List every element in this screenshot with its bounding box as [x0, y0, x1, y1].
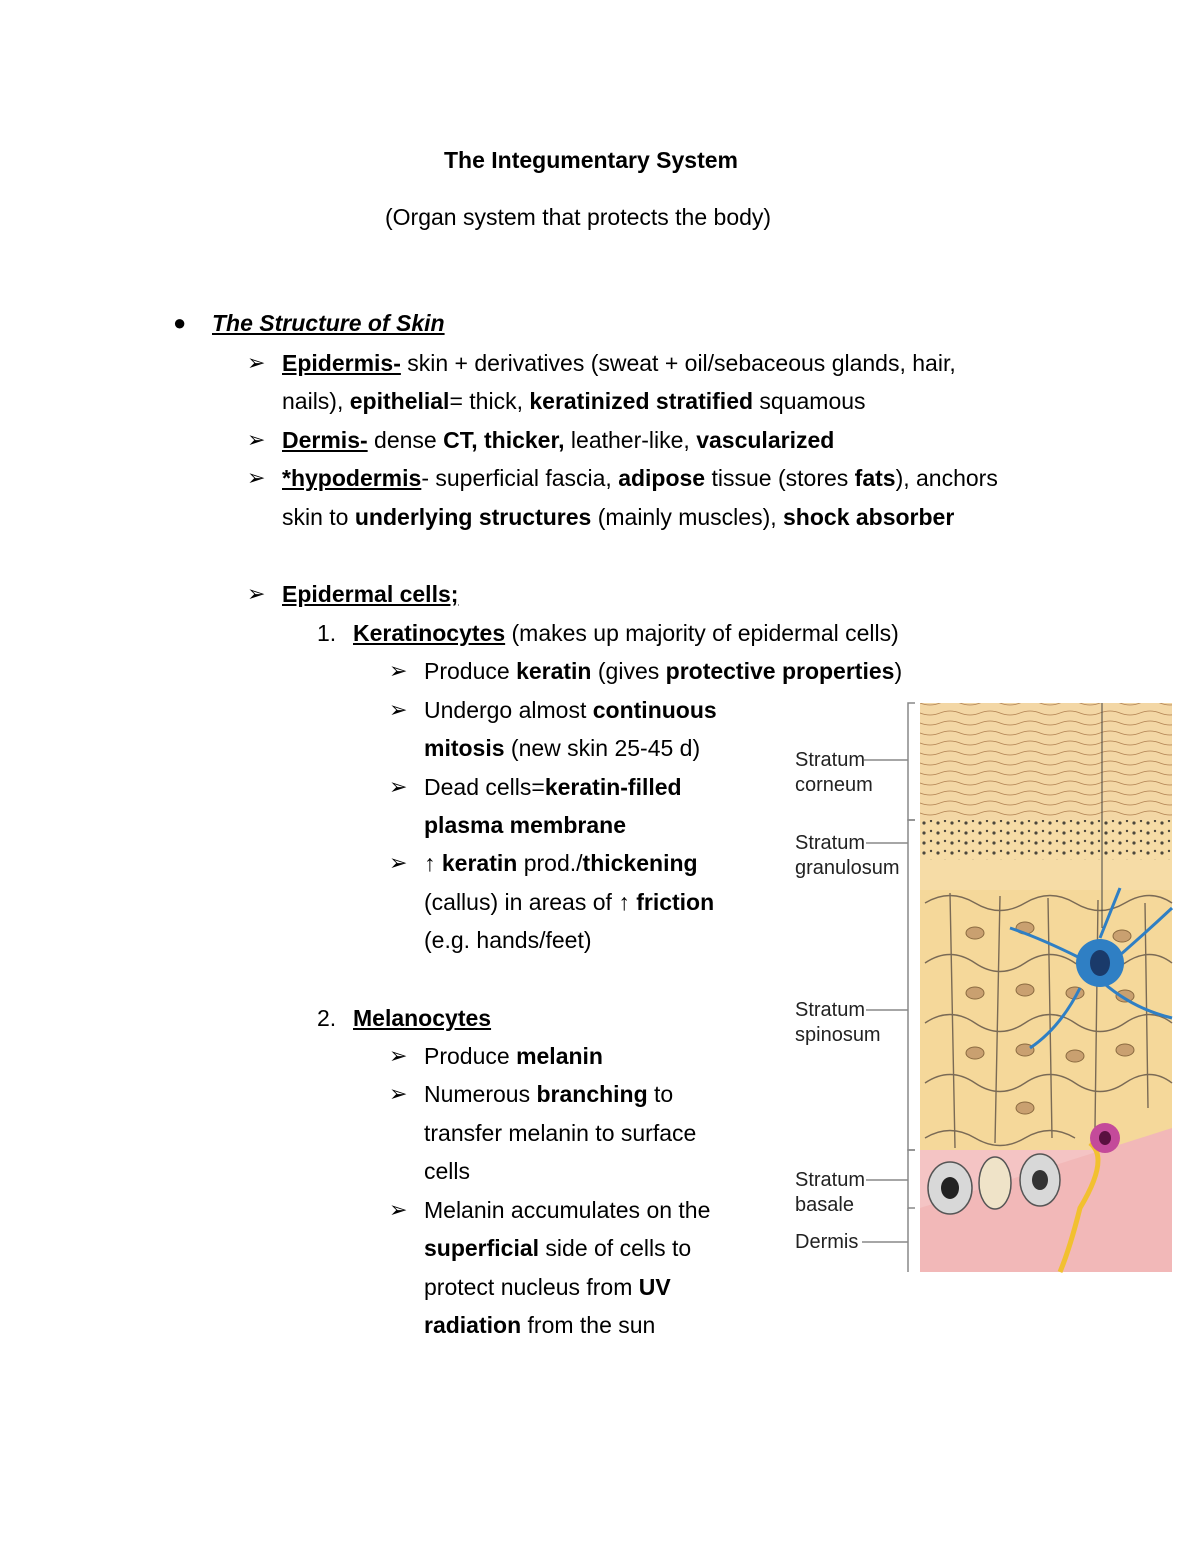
epidermal-cells-heading	[282, 580, 458, 608]
m-point-2-line1	[424, 1080, 673, 1108]
dermis-line	[282, 426, 834, 454]
text-bold: UV	[638, 1274, 671, 1300]
melanocytes-line	[353, 1004, 491, 1032]
k-point-2-line1	[424, 696, 717, 724]
m-point-1	[424, 1042, 603, 1070]
label-stratum-corneum-2: corneum	[795, 774, 873, 796]
text: Undergo almost	[424, 697, 593, 723]
heading-text: Epidermal cells;	[282, 581, 459, 607]
text: side of cells to	[539, 1235, 692, 1261]
label-dermis: Dermis	[795, 1231, 859, 1253]
epidermis-line2	[282, 387, 866, 415]
m-point-3-line2	[424, 1234, 691, 1262]
k-point-3-line2	[424, 811, 626, 839]
label-stratum-granulosum-2: granulosum	[795, 857, 900, 879]
melanocytes-term: Melanocytes	[353, 1005, 492, 1031]
arrow-bullet-icon: ➢	[389, 1043, 408, 1068]
text: (mainly muscles),	[591, 504, 784, 530]
text-bold: keratin	[516, 658, 592, 684]
text: )	[894, 658, 903, 684]
page-title: The Integumentary System	[444, 147, 738, 173]
text-bold: adipose	[618, 465, 706, 491]
label-stratum-spinosum-1: Stratum	[795, 999, 866, 1021]
k-point-4-line3	[424, 926, 592, 954]
text: Dead cells=	[424, 774, 545, 800]
text: (callus) in areas of	[424, 889, 619, 915]
arrow-bullet-icon: ➢	[247, 427, 266, 452]
epidermis-line1	[282, 349, 956, 377]
arrow-bullet-icon: ➢	[247, 581, 266, 606]
text: Produce	[424, 658, 517, 684]
arrow-bullet-icon: ➢	[247, 465, 266, 490]
hypodermis-line1	[282, 464, 998, 492]
label-stratum-spinosum-2: spinosum	[795, 1024, 881, 1046]
text-bold: keratinized stratified	[529, 388, 754, 414]
text: (makes up majority of epidermal cells)	[505, 620, 899, 646]
text: ), anchors	[895, 465, 998, 491]
text: Numerous	[424, 1081, 537, 1107]
arrow-bullet-icon: ➢	[389, 697, 408, 722]
text: from the sun	[521, 1312, 656, 1338]
text-bold: epithelial	[349, 388, 450, 414]
epidermis-layers-diagram	[780, 688, 1180, 1278]
text-bold: fats	[854, 465, 896, 491]
text: skin to	[282, 504, 355, 530]
text: = thick,	[449, 388, 530, 414]
text: tissue (stores	[705, 465, 855, 491]
bullet-icon: ●	[173, 310, 187, 335]
m-point-3-line1: Melanin accumulates on the	[424, 1197, 711, 1223]
text: nails),	[282, 388, 350, 414]
text-bold: plasma membrane	[424, 812, 626, 838]
arrow-bullet-icon: ➢	[389, 658, 408, 683]
text: protect nucleus from	[424, 1274, 639, 1300]
text-bold: melanin	[516, 1043, 603, 1069]
text-bold: underlying structures	[354, 504, 592, 530]
arrow-bullet-icon: ➢	[247, 350, 266, 375]
text-bold: radiation	[424, 1312, 522, 1338]
text: Produce	[424, 1043, 517, 1069]
basal-cells	[928, 1154, 1060, 1214]
section-heading-text: The Structure of Skin	[212, 310, 445, 336]
label-stratum-corneum-1: Stratum	[795, 749, 866, 771]
text-bold: ↑ keratin	[424, 850, 518, 876]
arrow-bullet-icon: ➢	[389, 1081, 408, 1106]
section-heading-structure	[212, 309, 445, 337]
text-bold: protective properties	[665, 658, 895, 684]
text-bold: mitosis	[424, 735, 505, 761]
hypodermis-term: *hypodermis	[282, 465, 422, 491]
k-point-1	[424, 657, 902, 685]
text-bold: superficial	[424, 1235, 540, 1261]
text-bold: vascularized	[696, 427, 835, 453]
epidermis-text: skin + derivatives (sweat + oil/sebaceous glands, hair,	[400, 350, 956, 376]
text-bold: keratin-filled	[544, 774, 682, 800]
arrow-bullet-icon: ➢	[389, 850, 408, 875]
text: dense	[367, 427, 444, 453]
k-point-2-line2	[424, 734, 700, 762]
list-number: 1.	[317, 620, 337, 646]
spinosum-layer	[920, 890, 1172, 1150]
keratinocytes-line	[353, 619, 899, 647]
arrow-bullet-icon: ➢	[389, 774, 408, 799]
text: (e.g. hands/feet)	[424, 927, 592, 953]
list-number: 2.	[317, 1005, 337, 1031]
text: (new skin 25-45 d)	[504, 735, 701, 761]
text-bold: thickening	[582, 850, 698, 876]
text-bold: ↑ friction	[618, 889, 715, 915]
epidermis-term: Epidermis-	[282, 350, 401, 376]
text: to	[647, 1081, 674, 1107]
label-stratum-granulosum-1: Stratum	[795, 832, 866, 854]
dermis-term: Dermis-	[282, 427, 368, 453]
m-point-3-line4	[424, 1311, 655, 1339]
k-point-3-line1	[424, 773, 682, 801]
keratinocytes-term: Keratinocytes	[353, 620, 506, 646]
k-point-4-line1	[424, 849, 698, 877]
text: leather-like,	[564, 427, 697, 453]
label-stratum-basale-1: Stratum	[795, 1169, 866, 1191]
m-point-3-line3	[424, 1273, 671, 1301]
m-point-2-line2: transfer melanin to surface	[424, 1120, 697, 1146]
text-bold: shock absorber	[783, 504, 955, 530]
text-bold: CT, thicker,	[443, 427, 565, 453]
hypodermis-line2	[282, 503, 954, 531]
label-stratum-basale-2: basale	[795, 1194, 854, 1216]
k-point-4-line2	[424, 888, 714, 916]
text: (gives	[591, 658, 666, 684]
text-bold: continuous	[592, 697, 717, 723]
page-subtitle: (Organ system that protects the body)	[385, 204, 772, 230]
text: prod./	[517, 850, 583, 876]
arrow-bullet-icon: ➢	[389, 1197, 408, 1222]
m-point-2-line3: cells	[424, 1158, 471, 1184]
text-bold: branching	[536, 1081, 648, 1107]
text: - superficial fascia,	[421, 465, 619, 491]
text: squamous	[753, 388, 866, 414]
